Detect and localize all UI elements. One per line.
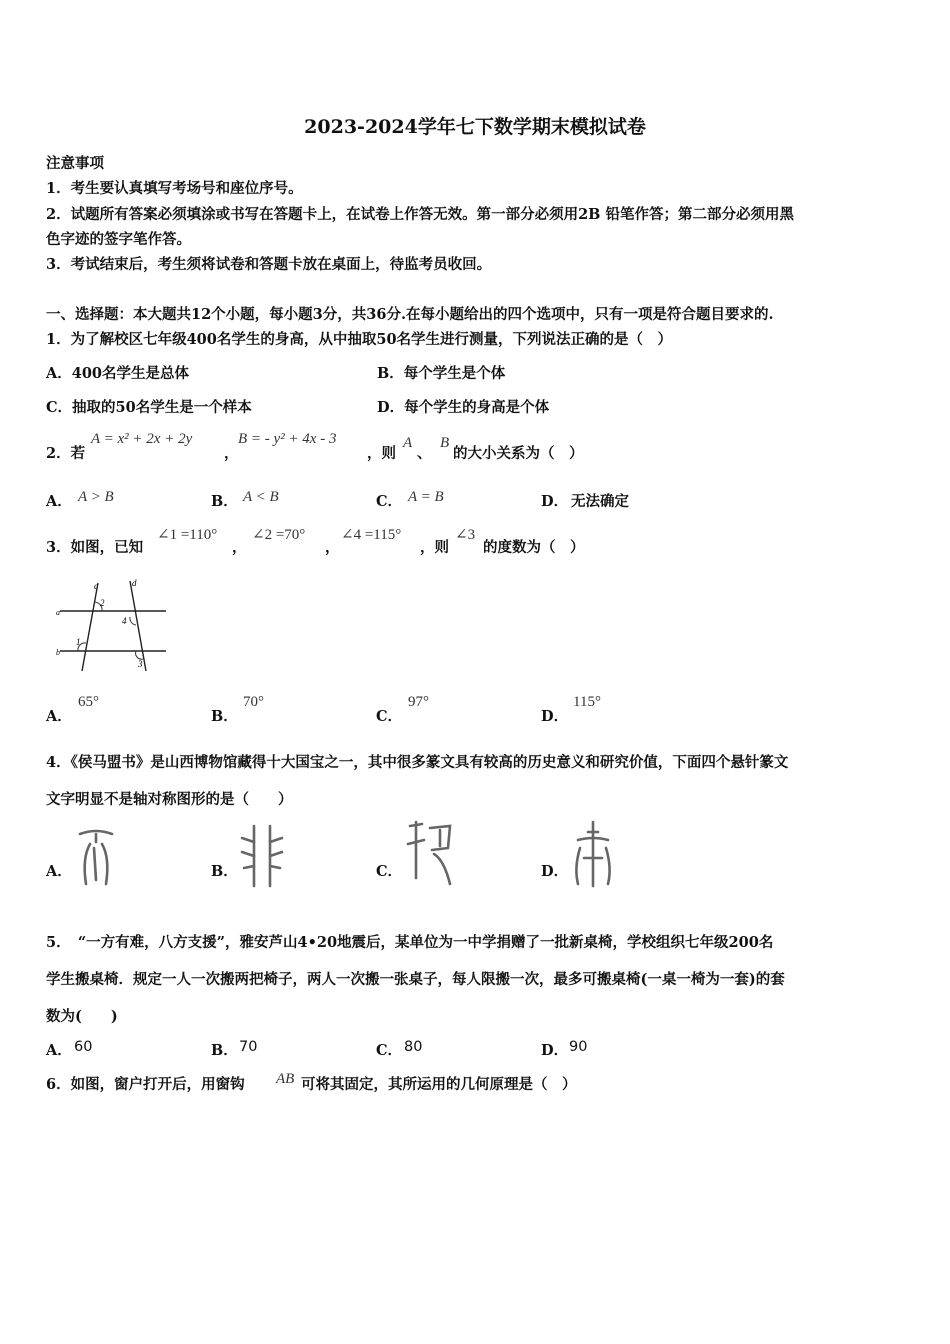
notice-heading: 注意事项 bbox=[46, 155, 104, 172]
label-c: c bbox=[94, 581, 98, 591]
question-5-label-b: B． bbox=[211, 1042, 238, 1059]
label-3: 3 bbox=[138, 659, 143, 669]
question-6-ab: AB bbox=[276, 1071, 295, 1087]
question-2-sep: ， bbox=[224, 445, 239, 462]
question-3-prefix: 3．如图，已知 bbox=[46, 539, 144, 556]
label-4: 4 bbox=[122, 616, 127, 626]
label-d: d bbox=[132, 578, 137, 588]
question-5-option-c: 80 bbox=[404, 1039, 423, 1055]
question-2-label-a: A． bbox=[46, 493, 72, 510]
question-1-option-c: C．抽取的50名学生是一个样本 bbox=[46, 399, 252, 416]
seal-glyph-c-image bbox=[404, 818, 458, 888]
question-5-label-d: D． bbox=[541, 1042, 569, 1059]
question-2-expr-a: A = x² + 2x + 2y bbox=[91, 431, 193, 447]
question-3-option-a: 65° bbox=[78, 694, 99, 710]
question-4-line-1: 4．《侯马盟书》是山西博物馆藏得十大国宝之一，其中很多篆文具有较高的历史意义和研究价值，下面四个悬针篆文 bbox=[46, 754, 789, 771]
question-5-label-a: A． bbox=[46, 1042, 72, 1059]
question-5-line-2: 学生搬桌椅．规定一人一次搬两把椅子，两人一次搬一张桌子，每人限搬一次，最多可搬桌椅(一桌一椅为一套)的套 bbox=[46, 971, 785, 988]
page-title: 2023-2024学年七下数学期末模拟试卷 bbox=[304, 116, 646, 138]
question-3-sep: ， bbox=[232, 539, 247, 556]
question-3-label-d: D． bbox=[541, 708, 569, 725]
question-3-angle-4: ∠4 =115° bbox=[341, 527, 402, 543]
question-2-label-c: C． bbox=[376, 493, 403, 510]
angle-4-arc bbox=[130, 617, 136, 625]
question-4-label-d: D． bbox=[541, 863, 569, 880]
question-3-option-c: 97° bbox=[408, 694, 429, 710]
label-a: a bbox=[56, 608, 60, 617]
question-1-option-b: B．每个学生是个体 bbox=[377, 365, 506, 382]
question-5-line-3: 数为( ) bbox=[46, 1008, 118, 1025]
question-5-option-b: 70 bbox=[239, 1039, 258, 1055]
question-3-option-d: 115° bbox=[573, 694, 601, 710]
question-6-prefix: 6．如图，窗户打开后，用窗钩 bbox=[46, 1076, 245, 1093]
question-3-mid: ，则 bbox=[420, 539, 449, 556]
question-3-angle-1: ∠1 =110° bbox=[157, 527, 218, 543]
question-3-label-c: C． bbox=[376, 708, 403, 725]
question-3-angle-2: ∠2 =70° bbox=[252, 527, 306, 543]
question-4-label-b: B． bbox=[211, 863, 238, 880]
seal-glyph-d-image bbox=[568, 818, 618, 890]
notice-item: 2．试题所有答案必须填涂或书写在答题卡上，在试卷上作答无效。第一部分必须用2B 铅笔作答；第二部分必须用黑 bbox=[46, 206, 794, 223]
label-b: b bbox=[56, 648, 60, 657]
seal-glyph-b-image bbox=[238, 822, 286, 890]
notice-item: 色字迹的签字笔作答。 bbox=[46, 231, 191, 248]
line-c bbox=[82, 583, 98, 671]
notice-item: 1．考生要认真填写考场号和座位序号。 bbox=[46, 180, 303, 197]
question-5-option-d: 90 bbox=[569, 1039, 588, 1055]
notice-item: 3．考试结束后，考生须将试卷和答题卡放在桌面上，待监考员收回。 bbox=[46, 256, 492, 273]
question-3-option-b: 70° bbox=[243, 694, 264, 710]
question-1-stem: 1．为了解校区七年级400名学生的身高，从中抽取50名学生进行测量，下列说法正确的是（ ） bbox=[46, 331, 673, 348]
question-2-prefix: 2．若 bbox=[46, 445, 86, 462]
question-5-line-1: 5． “一方有难，八方支援”，雅安芦山4•20地震后，某单位为一中学捐赠了一批新桌椅，学校组织七年级200名 bbox=[46, 934, 774, 951]
question-2-var-a: A bbox=[403, 435, 413, 451]
question-2-label-b: B． bbox=[211, 493, 238, 510]
question-3-label-a: A． bbox=[46, 708, 72, 725]
question-2-option-d: 无法确定 bbox=[571, 493, 629, 510]
question-2-dun: 、 bbox=[417, 445, 432, 462]
section-heading: 一、选择题：本大题共12个小题，每小题3分，共36分.在每小题给出的四个选项中，只有一项是符合题目要求的. bbox=[46, 306, 774, 323]
question-2-expr-b: B = - y² + 4x - 3 bbox=[238, 431, 337, 447]
question-2-mid: ，则 bbox=[367, 445, 396, 462]
question-2-option-a: A > B bbox=[78, 489, 114, 505]
question-3-figure bbox=[50, 575, 170, 675]
question-2-var-b: B bbox=[440, 435, 450, 451]
question-3-label-b: B． bbox=[211, 708, 238, 725]
seal-glyph-a-image bbox=[72, 824, 120, 890]
label-2: 2 bbox=[100, 598, 105, 608]
question-3-angle-3: ∠3 bbox=[455, 527, 476, 543]
question-4-line-2: 文字明显不是轴对称图形的是（ ） bbox=[46, 791, 293, 808]
question-5-label-c: C． bbox=[376, 1042, 403, 1059]
label-1: 1 bbox=[76, 637, 81, 647]
angle-3-arc bbox=[136, 651, 143, 659]
question-2-option-c: A = B bbox=[408, 489, 444, 505]
question-6-suffix: 可将其固定，其所运用的几何原理是（ ） bbox=[301, 1076, 577, 1093]
question-1-option-a: A．400名学生是总体 bbox=[46, 365, 190, 382]
question-4-label-a: A． bbox=[46, 863, 72, 880]
question-3-sep: ， bbox=[325, 539, 340, 556]
question-2-label-d: D． bbox=[541, 493, 569, 510]
question-3-suffix: 的度数为（ ） bbox=[483, 539, 585, 556]
question-1-option-d: D．每个学生的身高是个体 bbox=[377, 399, 550, 416]
question-5-option-a: 60 bbox=[74, 1039, 93, 1055]
question-2-option-b: A < B bbox=[243, 489, 279, 505]
question-4-label-c: C． bbox=[376, 863, 403, 880]
question-2-suffix: 的大小关系为（ ） bbox=[453, 445, 584, 462]
